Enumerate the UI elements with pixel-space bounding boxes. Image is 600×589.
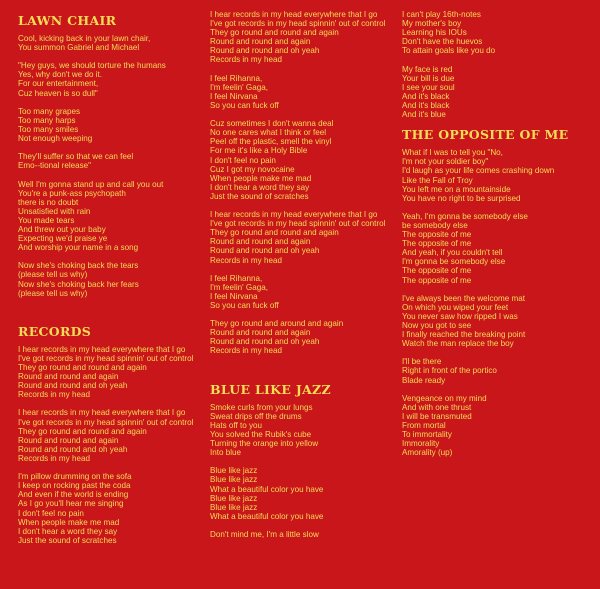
lyric-line: You left me on a mountainside xyxy=(402,184,511,194)
stanza xyxy=(210,403,400,458)
lyric-line: I don't feel no pain xyxy=(18,508,84,518)
lyric-line: Just the sound of scratches xyxy=(210,191,309,201)
lyric-line: Round and round and oh yeah xyxy=(210,246,320,256)
lyric-line: And with one thrust xyxy=(402,402,472,412)
lyric-line: Peel off the plastic, smell the vinyl xyxy=(210,137,332,147)
stanza xyxy=(210,210,400,265)
lyric-line: I can't play 16th-notes xyxy=(402,10,481,19)
lyric-line: "Hey guys, we should torture the humans xyxy=(18,61,166,71)
lyric-line: Blue like jazz xyxy=(210,475,258,485)
lyric-line: Immorality xyxy=(402,439,440,449)
lyric-line: Blue like jazz xyxy=(210,466,258,476)
lyric-line: Records in my head xyxy=(18,390,90,400)
stanza xyxy=(402,212,597,285)
lyric-line: Don't have the huevos xyxy=(402,37,483,47)
lyric-line: Cuz I got my novocaine xyxy=(210,164,295,174)
lyric-line: You're a punk-ass psychopath xyxy=(18,188,126,198)
stanza xyxy=(18,261,203,297)
lyric-line: I've got records in my head spinnin' out of control xyxy=(18,353,194,363)
lyric-line: They'll suffer so that we can feel xyxy=(18,152,134,162)
lyric-line: To attain goals like you do xyxy=(402,46,496,56)
stanza xyxy=(210,10,400,65)
lyric-line: And it's black xyxy=(402,91,450,101)
lyric-line: What a beautiful color you have xyxy=(210,484,324,494)
stanza xyxy=(210,319,400,355)
song-title: THE OPPOSITE OF ME xyxy=(402,127,569,143)
lyric-line: The opposite of me xyxy=(402,275,472,285)
stanza xyxy=(210,74,400,110)
lyric-line: So you can fuck off xyxy=(210,100,279,110)
lyric-line: I keep on rocking past the coda xyxy=(18,481,131,491)
lyric-line: When people make me mad xyxy=(18,517,120,527)
lyric-line: So you can fuck off xyxy=(210,301,279,310)
lyric-line: They go round and around and again xyxy=(210,319,344,329)
song-spacer xyxy=(210,365,400,379)
lyric-line: I will be transmuted xyxy=(402,411,472,421)
lyric-line: I'm feelin' Gaga, xyxy=(210,282,268,292)
lyric-line: Right in front of the portico xyxy=(402,366,497,376)
lyric-line: Round and round and oh yeah xyxy=(18,381,128,391)
lyric-line: I see your soul xyxy=(402,82,455,92)
lyric-line: You never saw how ripped I was xyxy=(402,311,518,321)
lyric-line: Now she's choking back her fears xyxy=(18,279,139,289)
lyric-line: You have no right to be surprised xyxy=(402,193,521,203)
lyric-line: And worship your name in a song xyxy=(18,243,139,253)
lyric-line: The opposite of me xyxy=(402,230,472,240)
lyric-line: (please tell us why) xyxy=(18,288,88,298)
lyric-line: Round and round and again xyxy=(18,435,119,445)
lyric-line: Round and round and oh yeah xyxy=(210,337,320,347)
lyric-line: Cool, kicking back in your lawn chair, xyxy=(18,34,151,43)
lyric-line: (please tell us why) xyxy=(18,270,88,280)
stanza xyxy=(18,345,203,400)
stanza xyxy=(18,180,203,253)
stanza xyxy=(210,466,400,521)
lyric-line: The opposite of me xyxy=(402,266,472,276)
lyric-line: Turning the orange into yellow xyxy=(210,439,319,449)
lyric-line: What if I was to tell you "No, xyxy=(402,148,503,158)
stanza xyxy=(18,408,203,463)
lyric-line: Emo--tional release" xyxy=(18,161,92,171)
lyric-line: Hats off to you xyxy=(210,420,263,430)
lyric-line: I finally reached the breaking point xyxy=(402,330,526,340)
lyric-line: Sweat drips off the drums xyxy=(210,411,302,421)
lyrics-column-1 xyxy=(18,10,203,554)
lyric-line: Amorality (up) xyxy=(402,448,453,458)
lyric-line: Round and round and again xyxy=(210,328,311,338)
stanza xyxy=(210,274,400,310)
lyric-line: Too many smiles xyxy=(18,124,79,134)
lyric-line: Not enough weeping xyxy=(18,134,93,144)
lyric-line: I hear records in my head everywhere that I go xyxy=(18,408,186,418)
lyric-line: The opposite of me xyxy=(402,239,472,249)
lyric-line: Records in my head xyxy=(18,453,90,463)
lyric-line: To immortality xyxy=(402,430,452,440)
lyric-line: be somebody else xyxy=(402,220,468,230)
lyric-line: Round and round and oh yeah xyxy=(210,46,320,56)
lyric-line: Round and round and again xyxy=(18,372,119,382)
stanza xyxy=(18,61,203,97)
lyric-line: Too many harps xyxy=(18,115,76,125)
lyric-line: Round and round and oh yeah xyxy=(18,444,128,454)
lyrics-column-2 xyxy=(210,10,400,548)
lyric-line: there is no doubt xyxy=(18,197,79,207)
lyric-line: I hear records in my head everywhere that I go xyxy=(210,210,378,220)
lyric-line: For our entertainment, xyxy=(18,79,99,89)
lyric-line: Cuz heaven is so dull" xyxy=(18,88,98,98)
lyric-line: What a beautiful color you have xyxy=(210,511,324,521)
lyric-line: Smoke curls from your lungs xyxy=(210,402,313,412)
song-title: RECORDS xyxy=(18,323,92,339)
lyric-line: And yeah, if you couldn't tell xyxy=(402,248,503,258)
stanza xyxy=(402,357,597,384)
lyric-line: Yeah, I'm gonna be somebody else xyxy=(402,211,528,221)
lyric-line: For me it's like a Holy Bible xyxy=(210,146,308,156)
stanza xyxy=(402,65,597,120)
lyric-line: I've got records in my head spinnin' out of control xyxy=(18,417,194,427)
stanza xyxy=(18,34,203,52)
lyric-line: Yes, why don't we do it. xyxy=(18,70,103,80)
lyric-line: My mother's boy xyxy=(402,19,462,29)
lyric-line: They go round and round and again xyxy=(18,426,147,436)
lyric-line: And it's black xyxy=(402,100,450,110)
lyric-line: Records in my head xyxy=(210,346,282,356)
lyric-line: I'm gonna be somebody else xyxy=(402,257,506,267)
lyric-line: Don't mind me, I'm a little slow xyxy=(210,529,319,539)
lyric-line: Watch the man replace the boy xyxy=(402,339,514,349)
lyric-line: I feel Nirvana xyxy=(210,291,258,301)
lyric-line: Now you got to see xyxy=(402,321,472,330)
lyric-line: Learning his IOUs xyxy=(402,28,467,38)
lyric-line: Into blue xyxy=(210,448,242,458)
lyric-line: They go round and round and again xyxy=(210,28,339,38)
lyric-line: Blue like jazz xyxy=(210,493,258,503)
lyric-line: When people make me mad xyxy=(210,173,312,183)
lyric-line: Vengeance on my mind xyxy=(402,393,487,403)
lyric-line: Too many grapes xyxy=(18,106,81,116)
lyric-line: You made tears xyxy=(18,215,75,225)
lyric-line: I'm pillow drumming on the sofa xyxy=(18,472,132,482)
lyric-line: Blue like jazz xyxy=(210,502,258,512)
lyric-line: No one cares what I think or feel xyxy=(210,128,327,138)
lyric-line: They go round and round and again xyxy=(18,363,147,372)
lyric-line: I don't hear a word they say xyxy=(210,182,310,192)
lyric-line: They go round and round and again xyxy=(210,228,339,238)
lyric-line: I'll be there xyxy=(402,357,442,367)
lyric-line: Expecting we'd praise ye xyxy=(18,234,108,244)
lyric-line: You solved the Rubik's cube xyxy=(210,429,312,439)
lyric-line: I've got records in my head spinnin' out of control xyxy=(210,19,386,29)
lyric-line: I don't feel no pain xyxy=(210,155,276,165)
stanza xyxy=(18,152,203,170)
lyric-line: I feel Nirvana xyxy=(210,91,258,101)
stanza xyxy=(402,294,597,349)
lyrics-column-3 xyxy=(402,10,597,467)
lyric-line: I'm not your soldier boy" xyxy=(402,157,489,167)
lyric-line: I feel Rihanna, xyxy=(210,73,263,83)
lyric-line: I'm feelin' Gaga, xyxy=(210,82,268,92)
lyric-line: Round and round and again xyxy=(210,237,311,247)
stanza xyxy=(210,530,400,539)
lyric-line: From mortal xyxy=(402,421,446,431)
lyric-line: My face is red xyxy=(402,64,453,74)
lyric-line: Now she's choking back the tears xyxy=(18,261,139,271)
stanza xyxy=(210,119,400,201)
stanza xyxy=(402,394,597,458)
lyric-line: Blade ready xyxy=(402,375,446,385)
stanza xyxy=(18,472,203,545)
lyric-line: I'd laugh as your life comes crashing down xyxy=(402,166,555,176)
lyric-line: Round and round and again xyxy=(210,37,311,47)
lyric-line: I hear records in my head everywhere that I go xyxy=(18,344,186,354)
lyric-line: I've got records in my head spinnin' out of control xyxy=(210,219,386,229)
lyric-line: I don't hear a word they say xyxy=(18,526,118,536)
lyric-line: As I go you'll hear me singing xyxy=(18,499,124,509)
stanza xyxy=(402,10,597,55)
lyric-line: Well I'm gonna stand up and call you out xyxy=(18,179,164,189)
lyric-line: I've always been the welcome mat xyxy=(402,293,526,303)
lyric-line: Your bill is due xyxy=(402,73,455,83)
lyric-line: You summon Gabriel and Michael xyxy=(18,43,140,53)
song-title: LAWN CHAIR xyxy=(18,13,117,28)
lyric-line: And even if the world is ending xyxy=(18,490,129,500)
lyric-line: Cuz sometimes I don't wanna deal xyxy=(210,119,334,129)
lyric-line: I hear records in my head everywhere that I go xyxy=(210,10,378,19)
stanza xyxy=(402,148,597,203)
lyric-line: And threw out your baby xyxy=(18,224,106,234)
lyric-line: On which you wiped your feet xyxy=(402,302,509,312)
stanza xyxy=(18,107,203,143)
song-spacer xyxy=(18,307,203,321)
song-title: BLUE LIKE JAZZ xyxy=(210,381,331,397)
lyric-line: Records in my head xyxy=(210,255,282,265)
lyric-line: Unsatisfied with rain xyxy=(18,206,91,216)
lyric-line: Like the Fall of Troy xyxy=(402,175,473,185)
lyric-line: I feel Rihanna, xyxy=(210,273,263,283)
lyric-line: Just the sound of scratches xyxy=(18,535,117,545)
lyric-line: And it's blue xyxy=(402,110,446,120)
lyric-line: Records in my head xyxy=(210,55,282,65)
